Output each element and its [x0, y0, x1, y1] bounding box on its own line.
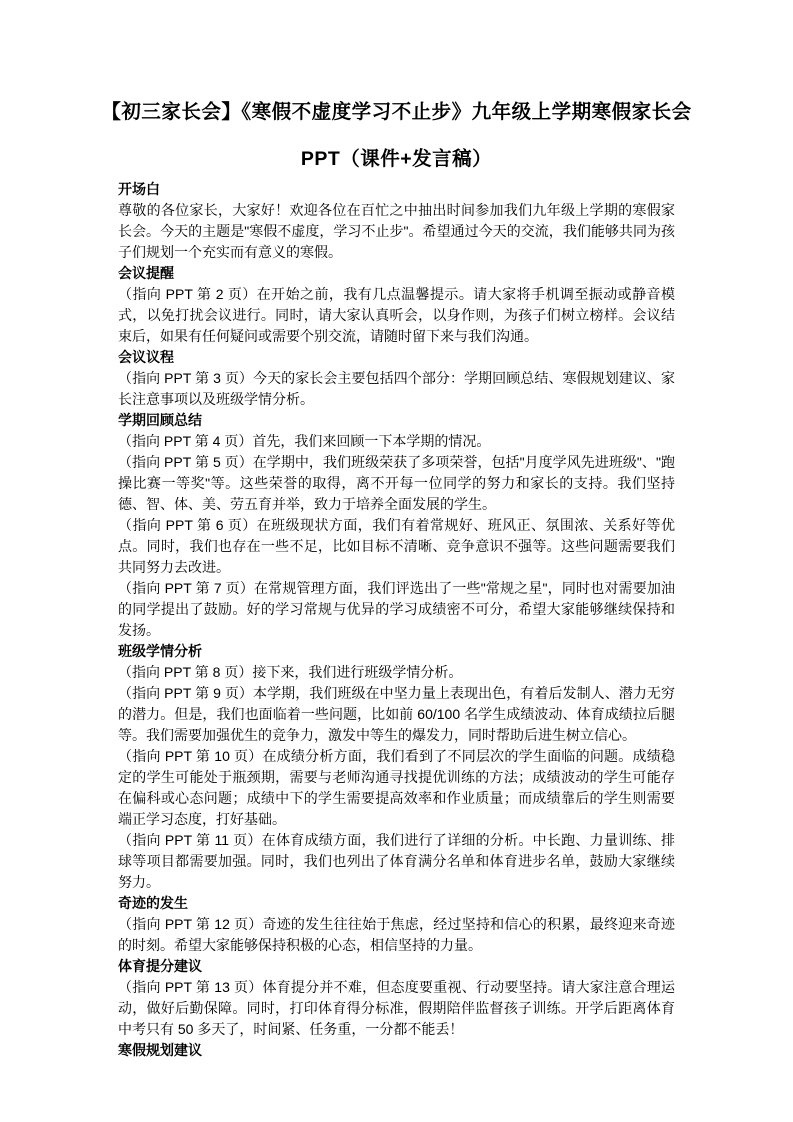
paragraph: （指向 PPT 第 9 页）本学期，我们班级在中坚力量上表现出色，有着后发制人、潜力无穷的潜力。但是，我们也面临着一些问题，比如前 60/100 名学生成绩波动、体育成绩拉后腿等。我们需要加强优生的竞争力，激发中等生的爆发力，同时帮助后进生树立信心。 — [118, 685, 675, 743]
paragraph: （指向 PPT 第 2 页）在开始之前，我有几点温馨提示。请大家将手机调至振动或静音模式，以免打扰会议进行。同时，请大家认真听会，以身作则，为孩子们树立榜样。会议结束后，如果有任何疑问或需要个别交流，请随时留下来与我们沟通。 — [118, 286, 675, 344]
document-title — [0, 89, 793, 183]
paragraph: （指向 PPT 第 8 页）接下来，我们进行班级学情分析。 — [118, 664, 463, 680]
section-heading: 班级学情分析 — [118, 643, 202, 659]
document-body — [118, 179, 675, 1061]
paragraph: （指向 PPT 第 10 页）在成绩分析方面，我们看到了不同层次的学生面临的问题。成绩稳定的学生可能处于瓶颈期，需要与老师沟通寻找提优训练的方法；成绩波动的学生可能存在偏科或心态问题；成绩中下的学生需要提高效率和作业质量；而成绩靠后的学生则需要端正学习态度，打好基础。 — [118, 748, 675, 827]
paragraph: （指向 PPT 第 3 页）今天的家长会主要包括四个部分：学期回顾总结、寒假规划建议、家长注意事项以及班级学情分析。 — [118, 370, 675, 407]
paragraph: （指向 PPT 第 5 页）在学期中，我们班级荣获了多项荣誉，包括"月度学风先进班级"、"跑操比赛一等奖"等。这些荣誉的取得，离不开每一位同学的努力和家长的支持。我们坚持德、智、体、美、劳五育并举，致力于培养全面发展的学生。 — [118, 454, 675, 512]
section-heading: 会议议程 — [118, 349, 174, 365]
paragraph: 尊敬的各位家长，大家好！欢迎各位在百忙之中抽出时间参加我们九年级上学期的寒假家长会。今天的主题是"寒假不虚度，学习不止步"。希望通过今天的交流，我们能够共同为孩子们规划一个充实而有意义的寒假。 — [118, 202, 675, 260]
paragraph: （指向 PPT 第 11 页）在体育成绩方面，我们进行了详细的分析。中长跑、力量训练、排球等项目都需要加强。同时，我们也列出了体育满分名单和体育进步名单，鼓励大家继续努力。 — [118, 832, 675, 890]
paragraph: （指向 PPT 第 7 页）在常规管理方面，我们评选出了一些"常规之星"，同时也对需要加油的同学提出了鼓励。好的学习常规与优异的学习成绩密不可分，希望大家能够继续保持和发扬。 — [118, 580, 675, 638]
section-heading: 开场白 — [118, 181, 160, 197]
section-heading: 学期回顾总结 — [118, 412, 202, 428]
section-heading: 体育提分建议 — [118, 958, 202, 974]
paragraph: （指向 PPT 第 4 页）首先，我们来回顾一下本学期的情况。 — [118, 433, 491, 449]
paragraph: （指向 PPT 第 6 页）在班级现状方面，我们有着常规好、班风正、氛围浓、关系好等优点。同时，我们也存在一些不足，比如目标不清晰、竞争意识不强等。这些问题需要我们共同努力去改进。 — [118, 517, 675, 575]
paragraph: （指向 PPT 第 13 页）体育提分并不难，但态度要重视、行动要坚持。请大家注意合理运动，做好后勤保障。同时，打印体育得分标准，假期陪伴监督孩子训练。开学后距离体育中考只有 50 多天了，时间紧、任务重，一分都不能丢！ — [118, 979, 675, 1037]
paragraph: （指向 PPT 第 12 页）奇迹的发生往往始于焦虑，经过坚持和信心的积累，最终迎来奇迹的时刻。希望大家能够保持积极的心态，相信坚持的力量。 — [118, 916, 675, 953]
document-title-line1: 【初三家长会】《寒假不虚度学习不止步》九年级上学期寒假家长会 — [101, 101, 692, 123]
section-heading: 会议提醒 — [118, 265, 174, 281]
document-title-line2: PPT（课件+发言稿） — [300, 148, 493, 170]
section-heading: 寒假规划建议 — [118, 1042, 202, 1058]
section-heading: 奇迹的发生 — [118, 895, 188, 911]
